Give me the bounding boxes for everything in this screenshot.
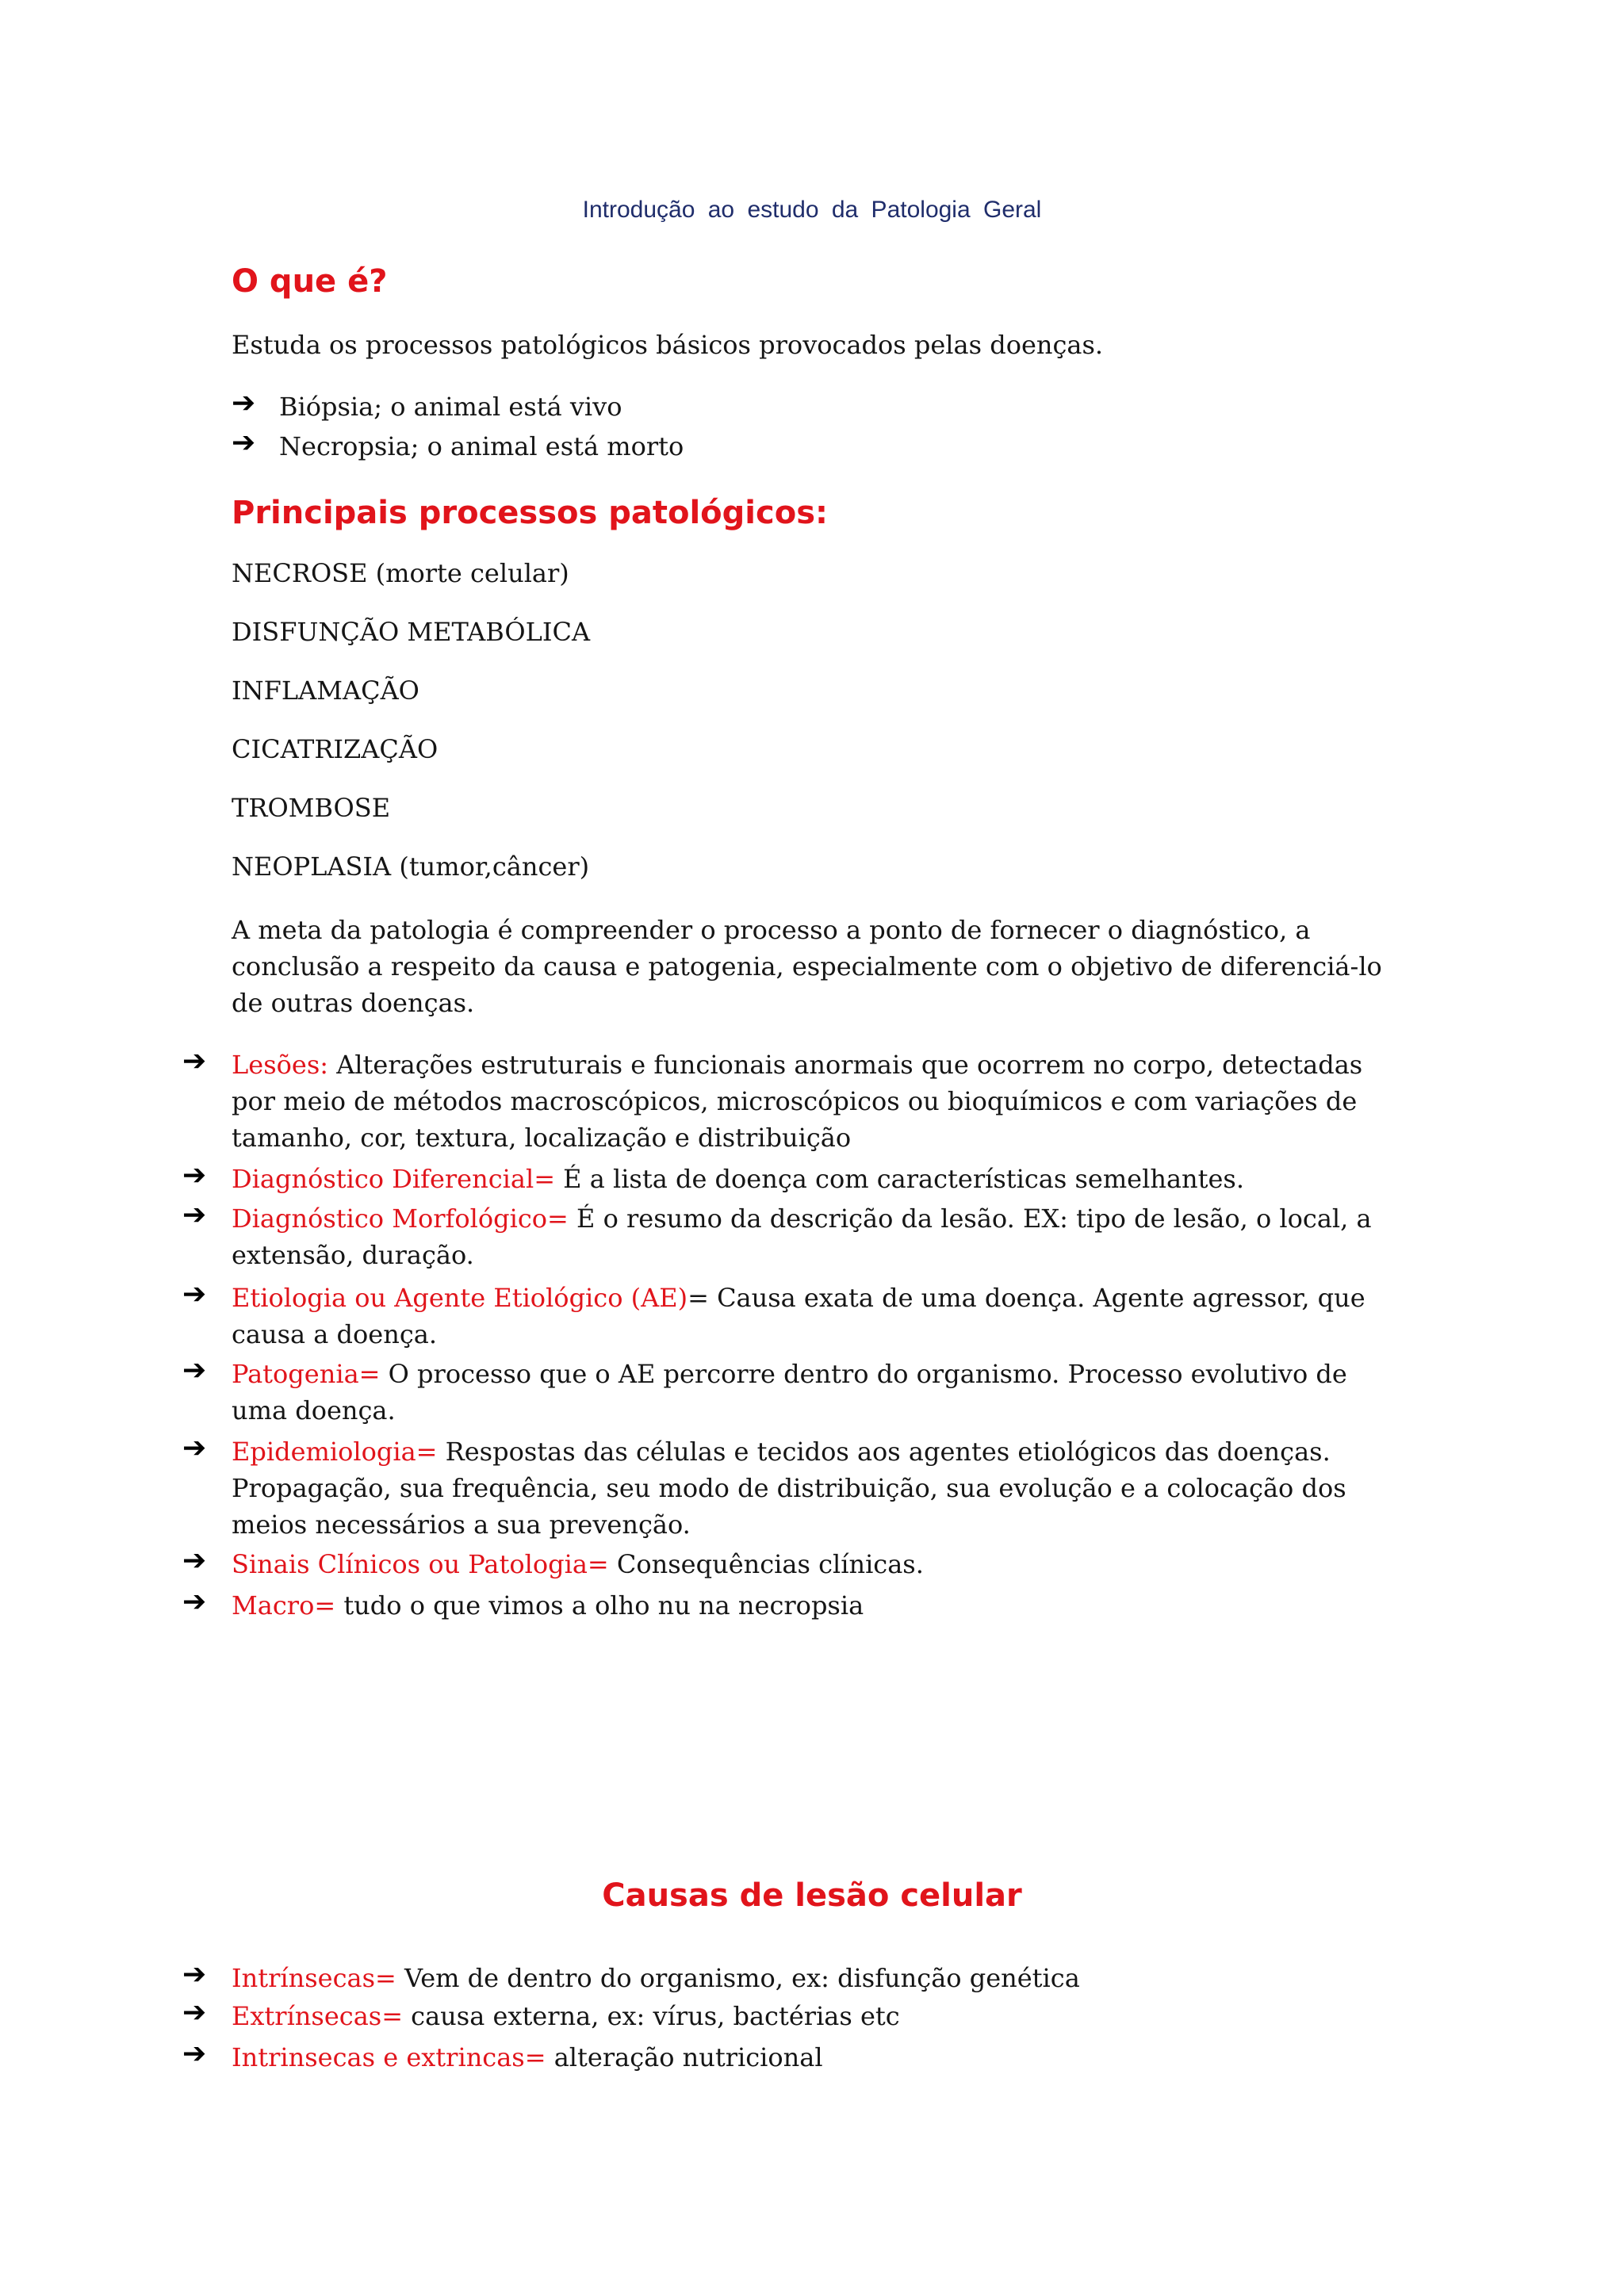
arrow-bullet-icon: ➔: [182, 1996, 207, 2029]
arrow-bullet-icon: ➔: [182, 1354, 207, 1387]
definition-sinais-clinicos: [232, 1546, 1405, 1582]
definition-epidemiologia: [232, 1433, 1405, 1543]
definition-text: O processo que o AE percorre dentro do organismo. Processo evolutivo de uma doença.: [232, 1359, 1347, 1425]
arrow-bullet-icon: ➔: [232, 387, 256, 419]
definition-patogenia: [232, 1356, 1405, 1429]
process-item: INFLAMAÇÃO: [232, 675, 419, 706]
arrow-bullet-icon: ➔: [182, 1159, 207, 1192]
arrow-bullet-icon: ➔: [182, 1586, 207, 1618]
section-heading-processes: Principais processos patológicos:: [232, 495, 828, 531]
arrow-bullet-icon: ➔: [182, 1958, 207, 1991]
definition-term: Etiologia ou Agente Etiológico (AE): [232, 1283, 688, 1313]
bullet-biopsia: Biópsia; o animal está vivo: [279, 392, 622, 422]
definition-lesoes: [232, 1047, 1405, 1156]
definition-term: Macro=: [232, 1590, 336, 1621]
definition-term: Diagnóstico Diferencial=: [232, 1164, 555, 1194]
cause-term: Intrinsecas e extrincas=: [232, 2042, 546, 2072]
section-heading-what: O que é?: [232, 263, 388, 300]
arrow-bullet-icon: ➔: [182, 1278, 207, 1311]
definition-text: Alterações estruturais e funcionais anormais que ocorrem no corpo, detectadas por meio de métodos macroscópicos, microscópicos ou bioquímicos e com variações de tamanho, cor, textura, localização e distribuição: [232, 1050, 1363, 1153]
process-item: NECROSE (morte celular): [232, 558, 569, 588]
section-heading-causes: Causas de lesão celular: [602, 1877, 1022, 1914]
process-item: DISFUNÇÃO METABÓLICA: [232, 617, 591, 647]
cause-term: Extrínsecas=: [232, 2001, 403, 2031]
definition-diagnostico-diferencial: [232, 1161, 1405, 1197]
definition-text: É o resumo da descrição da lesão. EX: tipo de lesão, o local, a extensão, duração.: [232, 1203, 1372, 1270]
definition-etiologia: [232, 1280, 1405, 1353]
cause-text: causa externa, ex: vírus, bactérias etc: [403, 2001, 900, 2031]
definition-text: É a lista de doença com características semelhantes.: [555, 1164, 1245, 1194]
cause-intrinsecas-e-extrincas: [232, 2039, 1405, 2076]
arrow-bullet-icon: ➔: [182, 2038, 207, 2070]
definition-text: Respostas das células e tecidos aos agentes etiológicos das doenças. Propagação, sua frequência, seu modo de distribuição, sua evolução e a colocação dos meios necessários a sua prevenção.: [232, 1437, 1346, 1540]
cause-text: Vem de dentro do organismo, ex: disfunção genética: [396, 1963, 1080, 1993]
process-item: NEOPLASIA (tumor,câncer): [232, 851, 590, 882]
process-item: TROMBOSE: [232, 793, 391, 823]
definition-term: Epidemiologia=: [232, 1437, 438, 1467]
bullet-necropsia: Necropsia; o animal está morto: [279, 431, 684, 461]
definition-macro: [232, 1587, 1405, 1624]
definition-term: Lesões:: [232, 1050, 329, 1080]
definition-text: Consequências clínicas.: [608, 1549, 924, 1579]
section-what-paragraph: Estuda os processos patológicos básicos provocados pelas doenças.: [232, 330, 1104, 360]
definition-diagnostico-morfologico: [232, 1200, 1405, 1273]
arrow-bullet-icon: ➔: [232, 427, 256, 459]
page-header-title: Introdução ao estudo da Patologia Geral: [582, 197, 1042, 223]
process-item: CICATRIZAÇÃO: [232, 734, 439, 764]
arrow-bullet-icon: ➔: [182, 1544, 207, 1577]
definition-term: Sinais Clínicos ou Patologia=: [232, 1549, 609, 1579]
arrow-bullet-icon: ➔: [182, 1199, 207, 1231]
arrow-bullet-icon: ➔: [182, 1045, 207, 1077]
cause-extrinsecas: [232, 1998, 1405, 2034]
cause-term: Intrínsecas=: [232, 1963, 396, 1993]
definition-text: tudo o que vimos a olho nu na necropsia: [335, 1590, 864, 1621]
cause-text: alteração nutricional: [546, 2042, 823, 2072]
definition-text: = Causa exata de uma doença. Agente agressor, que causa a doença.: [232, 1283, 1365, 1349]
definition-term: Patogenia=: [232, 1359, 381, 1389]
definition-term: Diagnóstico Morfológico=: [232, 1203, 569, 1234]
goal-paragraph: A meta da patologia é compreender o processo a ponto de fornecer o diagnóstico, a conclusão a respeito da causa e patogenia, especialmente com o objetivo de diferenciá-lo de outras doenças.: [232, 915, 1382, 1018]
arrow-bullet-icon: ➔: [182, 1432, 207, 1464]
cause-intrinsecas: [232, 1960, 1405, 1996]
